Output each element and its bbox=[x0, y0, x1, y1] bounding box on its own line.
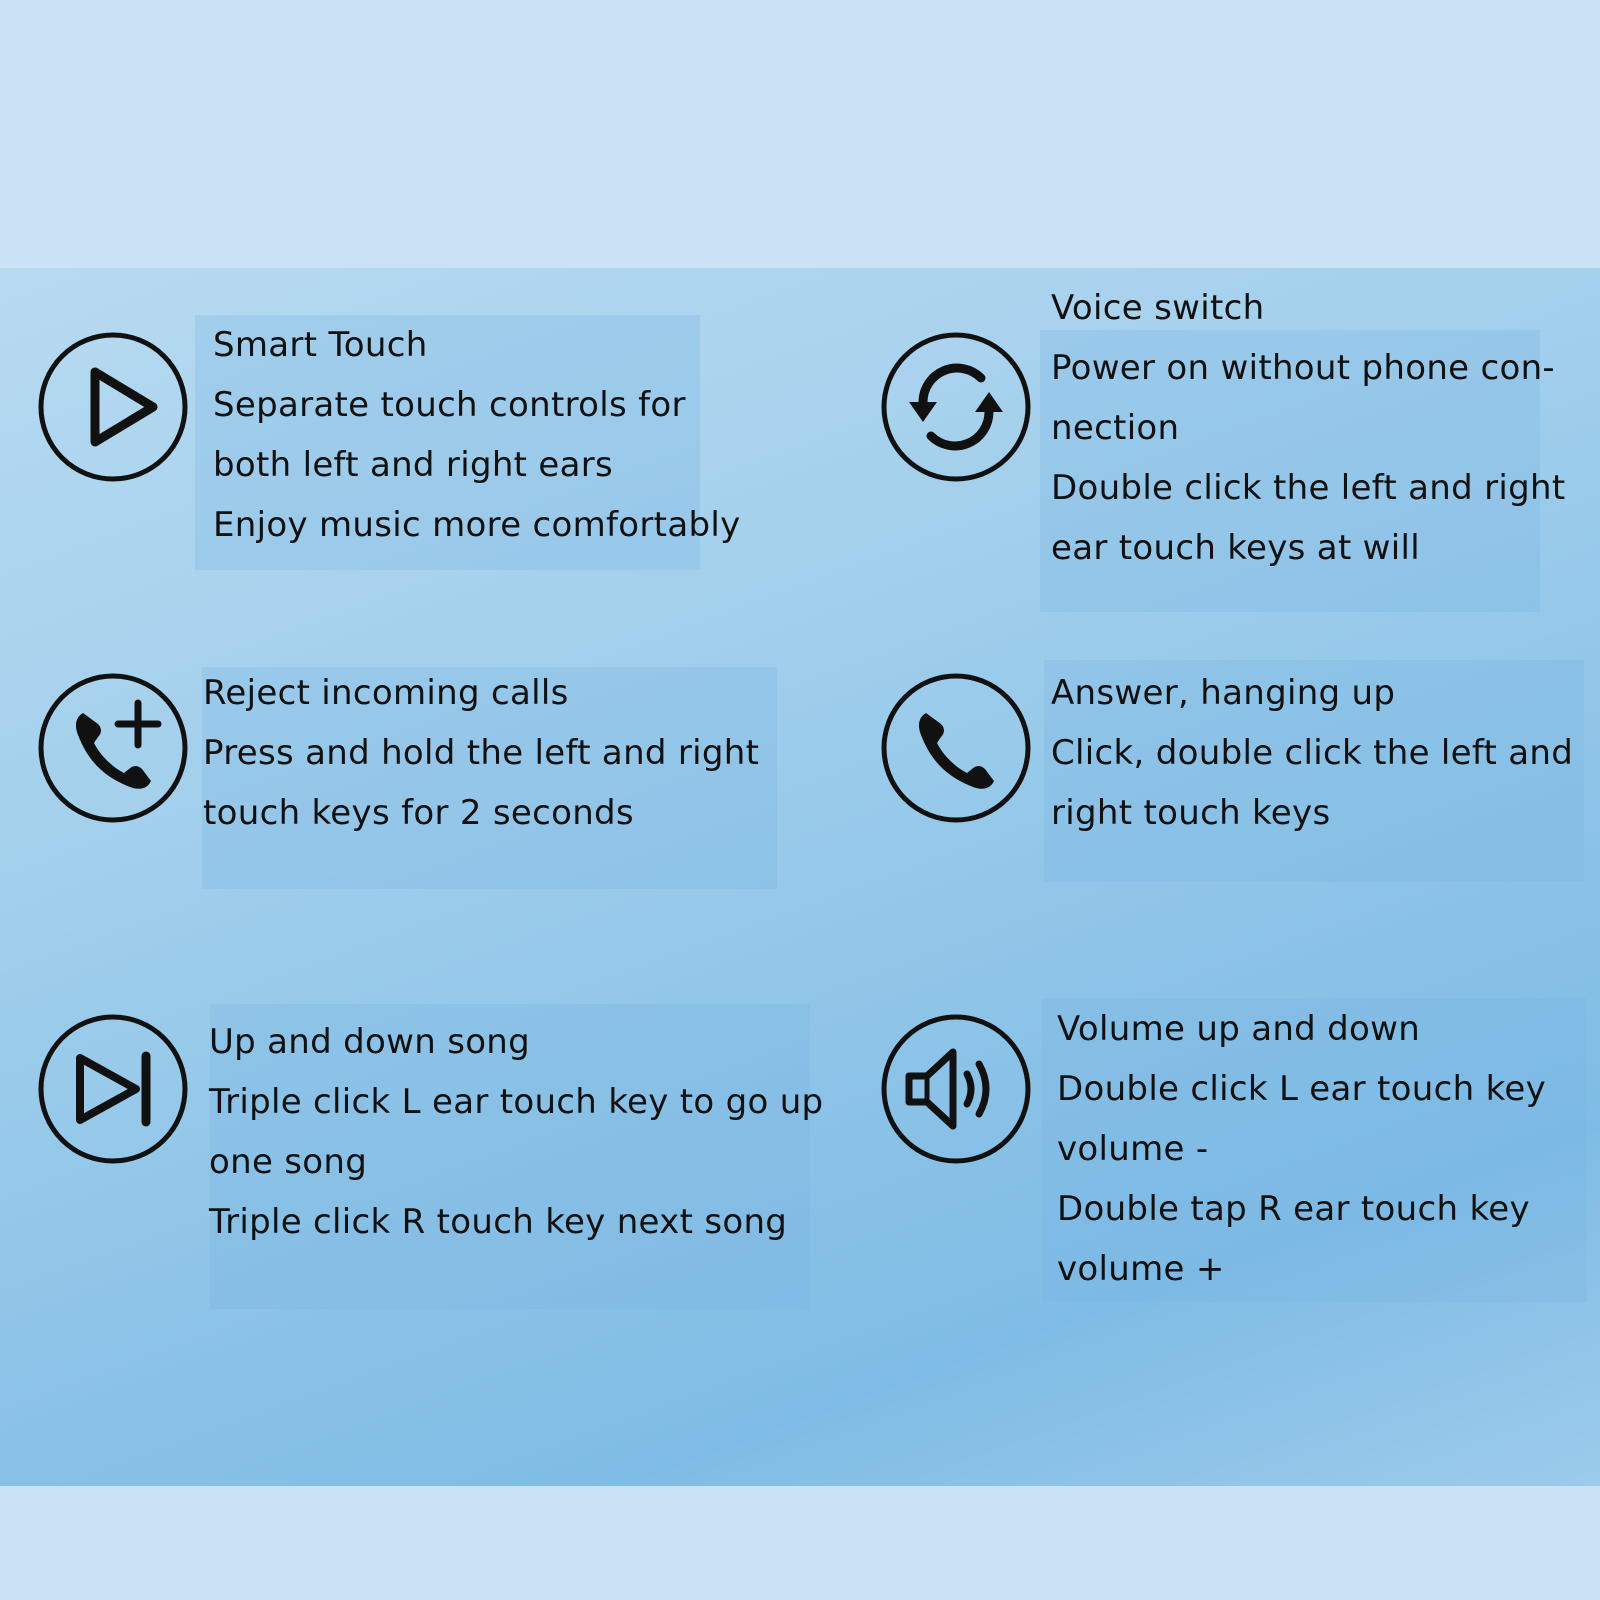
speaker-volume-icon bbox=[881, 1014, 1031, 1164]
feature-description-line: Press and hold the left and right bbox=[203, 733, 760, 773]
feature-description-line: ear touch keys at will bbox=[1051, 528, 1421, 568]
feature-description-line: Triple click R touch key next song bbox=[209, 1202, 788, 1242]
play-icon bbox=[38, 332, 188, 482]
feature-description-line: volume - bbox=[1057, 1129, 1209, 1169]
feature-description-line: right touch keys bbox=[1051, 793, 1331, 833]
feature-title: Up and down song bbox=[209, 1022, 531, 1062]
skip-next-icon bbox=[38, 1014, 188, 1164]
feature-title: Smart Touch bbox=[213, 325, 428, 365]
feature-title: Volume up and down bbox=[1057, 1009, 1421, 1049]
phone-reject-icon bbox=[38, 673, 188, 823]
refresh-icon bbox=[881, 332, 1031, 482]
feature-title: Answer, hanging up bbox=[1051, 673, 1396, 713]
feature-description-line: Triple click L ear touch key to go up bbox=[209, 1082, 824, 1122]
feature-title: Reject incoming calls bbox=[203, 673, 569, 713]
feature-title: Voice switch bbox=[1051, 288, 1265, 328]
feature-description-line: nection bbox=[1051, 408, 1180, 448]
feature-description-line: Double tap R ear touch key bbox=[1057, 1189, 1530, 1229]
feature-description-line: Enjoy music more comfortably bbox=[213, 505, 741, 545]
feature-description-line: one song bbox=[209, 1142, 368, 1182]
feature-description-line: volume + bbox=[1057, 1249, 1225, 1289]
feature-description-line: touch keys for 2 seconds bbox=[203, 793, 634, 833]
feature-description-line: Double click L ear touch key bbox=[1057, 1069, 1546, 1109]
feature-description-line: Double click the left and right bbox=[1051, 468, 1566, 508]
feature-description-line: both left and right ears bbox=[213, 445, 614, 485]
phone-icon bbox=[881, 673, 1031, 823]
feature-description-line: Separate touch controls for bbox=[213, 385, 686, 425]
feature-description-line: Click, double click the left and bbox=[1051, 733, 1574, 773]
feature-description-line: Power on without phone con- bbox=[1051, 348, 1556, 388]
